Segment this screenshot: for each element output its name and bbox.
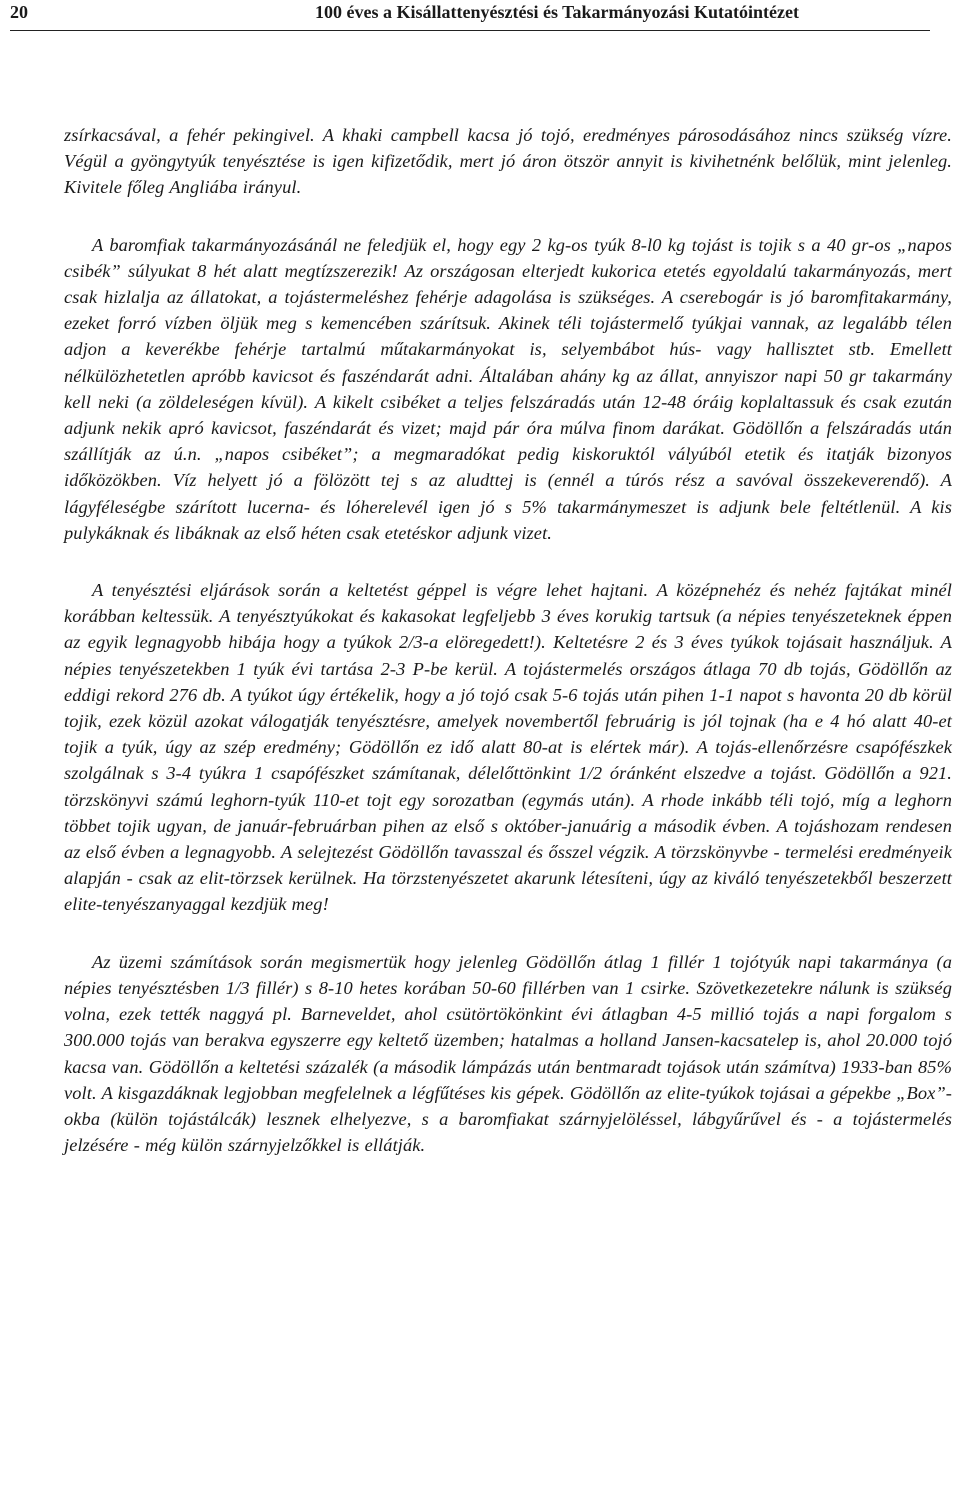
document-body	[64, 122, 952, 1189]
paragraph-continued: zsírkacsával, a fehér pekingivel. A khaki campbell kacsa jó tojó, eredményes párosodásához nincs szükség vízre. Végül a gyöngytyúk tenyésztése is igen kifizetődik, mert jó áron ötször annyit is kivihetnénk belőlük, mint jelenleg. Kivitele főleg Angliába irányul.	[64, 125, 952, 198]
paragraph-breeding: A tenyésztési eljárások során a keltetést géppel is végre lehet hajtani. A középnehéz és nehéz fajtákat minél korábban keltessük. A tenyésztyúkokat és kakasokat legfeljebb 3 éves korukig tartsuk (a népies tenyészeteknek éppen az egyik legnagyobb hibája hogy a tyúkok 2/3-a elöregedett!). Keltetésre 2 és 3 éves tyúkok tojásait használjuk. A népies tenyészetekben 1 tyúk évi tartása 2-3 P-be kerül. A tojástermelés országos átlaga 70 db tojás, Gödöllőn az eddigi rekord 276 db. A tyúkot úgy értékelik, hogy a jó tojó csak 5-6 tojás után pihen 1-1 napot s havonta 20 db körül tojik, ezek közül azokat válogatják tenyésztésre, amelyek novembertől februárig is jól tojnak (ha e 4 hó alatt 40-et tojik a tyúk, úgy az szép eredmény; Gödöllőn ez idő alatt 80-at is elértek már). A tojás-ellenőrzésre csapófészkek szolgálnak s 3-4 tyúkra 1 csapófészket számítanak, délelőttönkint 1/2 óránként elszedve a tojást. Gödöllőn a 921. törzskönyvi számú leghorn-tyúk 110-et tojt egy sorozatban (egymás után). A rhode inkább téli tojó, míg a leghorn többet tojik ugyan, de január-februárban pihen az első s október-januárig a második évben. A tojáshozam rendesen az első évben a legnagyobb. A selejtezést Gödöllőn tavasszal és ősszel végzik. A törzskönyvbe - termelési eredményeik alapján - csak az elit-törzsek kerülnek. Ha törzstenyészetet akarunk létesíteni, úgy az kiváló tenyészetekből beszerzett elite-tenyészanyaggal kezdjük meg!	[64, 580, 952, 915]
page-header	[10, 2, 930, 31]
running-title: 100 éves a Kisállattenyésztési és Takarmányozási Kutatóintézet	[315, 2, 799, 22]
page-number: 20	[10, 2, 28, 22]
paragraph-economics: Az üzemi számítások során megismertük hogy jelenleg Gödöllőn átlag 1 fillér 1 tojótyúk napi takarmánya (a népies tenyésztésben 1/3 fillér) s 8-10 hetes korában 50-60 fillérben van 1 csirke. Szövetkezetekre nálunk is szükség volna, ezek tették naggyá pl. Barneveldet, ahol csütörtökönkint évi átlagban 4-5 millió tojás a napi forgalom s 300.000 tojás van berakva egyszerre egy keltető üzemben; hatalmas a holland Jansen-kacsatelep is, ahol 20.000 tojó kacsa van. Gödöllőn a keltetési százalék (a második lámpázás után bentmaradt tojások után számítva) 1933-ban 85% volt. A kisgazdáknak legjobban megfelelnek a légfűtéses kis gépek. Gödöllőn az elite-tyúkok tojásai a gépekbe „Box”-okba (külön tojástálcák) lesznek elhelyezve, s a baromfiakat szárnyjelöléssel, lábgyűrűvel és - a tojástermelés jelzésére - még külön szárnyjelzőkkel is ellátják.	[64, 951, 952, 1156]
paragraph-feeding: A baromfiak takarmányozásánál ne feledjük el, hogy egy 2 kg-os tyúk 8-l0 kg tojást is tojik s a 40 gr-os „napos csibék” súlyukat 8 hét alatt megtízszerezik! Az országosan elterjedt kukorica etetés egyoldalú takarmányozás, mert csak hizlalja az állatokat, a tojástermeléshez fehérje adagolása is szükséges. A cserebogár is jó baromfitakarmány, ezeket forró vízben öljük meg s kemencében szárítsuk. Akinek téli tojástermelő tyúkjai vannak, az legalább télen adjon a keverékbe fehérje tartalmú műtakarmányokat is, selyembábot hús- vagy hallisztet stb. Emellett nélkülözhetetlen apróbb kavicsot és faszéndarát adni. Általában ahány kg az állat, annyiszor napi 50 gr takarmány kell neki (a zöldeleségen kívül). A kikelt csibéket a teljes felszáradás után 12-48 óráig koplaltassuk és csak ezután adjunk nekik apró kavicsot, faszéndarát és vizet; majd pár óra múlva finom darákat. Gödöllőn a felszáradás után szállítják az ú.n. „napos csibéket”; a megmaradókat pedig kiskoruktól vályúból etetik és itatják bizonyos időközökben. Víz helyett jó a fölözött tej s az aludttej is (ennél a túrós rész a savóval összekeverendő). A lágyféleségbe szárított lucerna- és lóherelevél igen jó s 5% takarmánymeszet is adjunk bele feltétlenül. A kis pulykáknak és libáknak az első héten csak etetéskor adjunk vizet.	[64, 234, 952, 543]
